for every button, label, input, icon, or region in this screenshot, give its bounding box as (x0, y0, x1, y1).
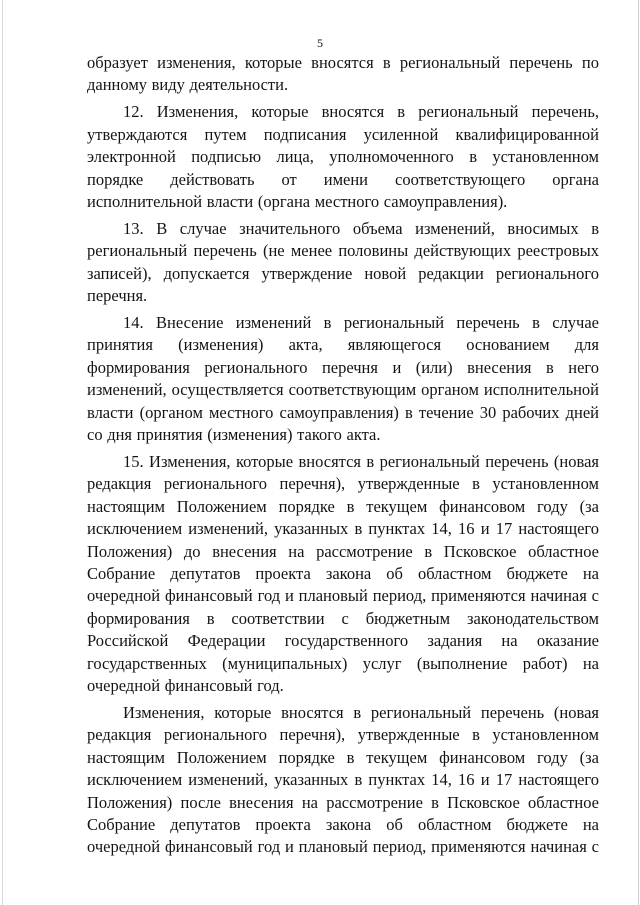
paragraph-item-14: 14. Внесение изменений в региональный перечень в случае принятия (изменения) акта, являющегося основанием для формирования регионального перечня и (или) внесения в него изменений, осуществляется соответствующим органом исполнительной власти (органом местного самоуправления) в течение 30 рабочих дней со дня принятия (изменения) такого акта. (87, 312, 599, 444)
document-body (87, 52, 599, 859)
paragraph-item-13: 13. В случае значительного объема изменений, вносимых в региональный перечень (не менее половины действующих реестровых записей), допускается утверждение новой редакции регионального перечня. (87, 218, 599, 306)
paragraph-continuation: образует изменения, которые вносятся в региональный перечень по данному виду деятельности. (87, 53, 599, 95)
paragraph-item-15: 15. Изменения, которые вносятся в региональный перечень (новая редакция регионального перечня), утвержденные в установленном настоящим Положением порядке в текущем финансовом году (за исключением изменений, указанных в пунктах 14, 16 и 17 настоящего Положения) до внесения на рассмотрение в Псковское областное Собрание депутатов проекта закона об областном бюджете на очередной финансовый год и плановый период, применяются начиная с формирования в соответствии с бюджетным законодательством Российской Федерации государственного задания на оказание государственных (муниципальных) услуг (выполнение работ) на очередной финансовый год. (87, 451, 599, 695)
scan-edge-right (638, 0, 639, 905)
scan-edge-left (2, 0, 3, 905)
paragraph-item-12: 12. Изменения, которые вносятся в региональный перечень, утверждаются путем подписания усиленной квалифицированной электронной подписью лица, уполномоченного в установленном порядке действовать от имени соответствующего органа исполнительной власти (органа местного самоуправления). (87, 102, 599, 211)
paragraph-item-15-continued: Изменения, которые вносятся в региональный перечень (новая редакция регионального перечня), утвержденные в установленном настоящим Положением порядке в текущем финансовом году (за исключением изменений, указанных в пунктах 14, 16 и 17 настоящего Положения) после внесения на рассмотрение в Псковское областное Собрание депутатов проекта закона об областном бюджете на очередной финансовый год и плановый период, применяются начиная с (87, 702, 599, 857)
page-number: 5 (317, 36, 323, 50)
